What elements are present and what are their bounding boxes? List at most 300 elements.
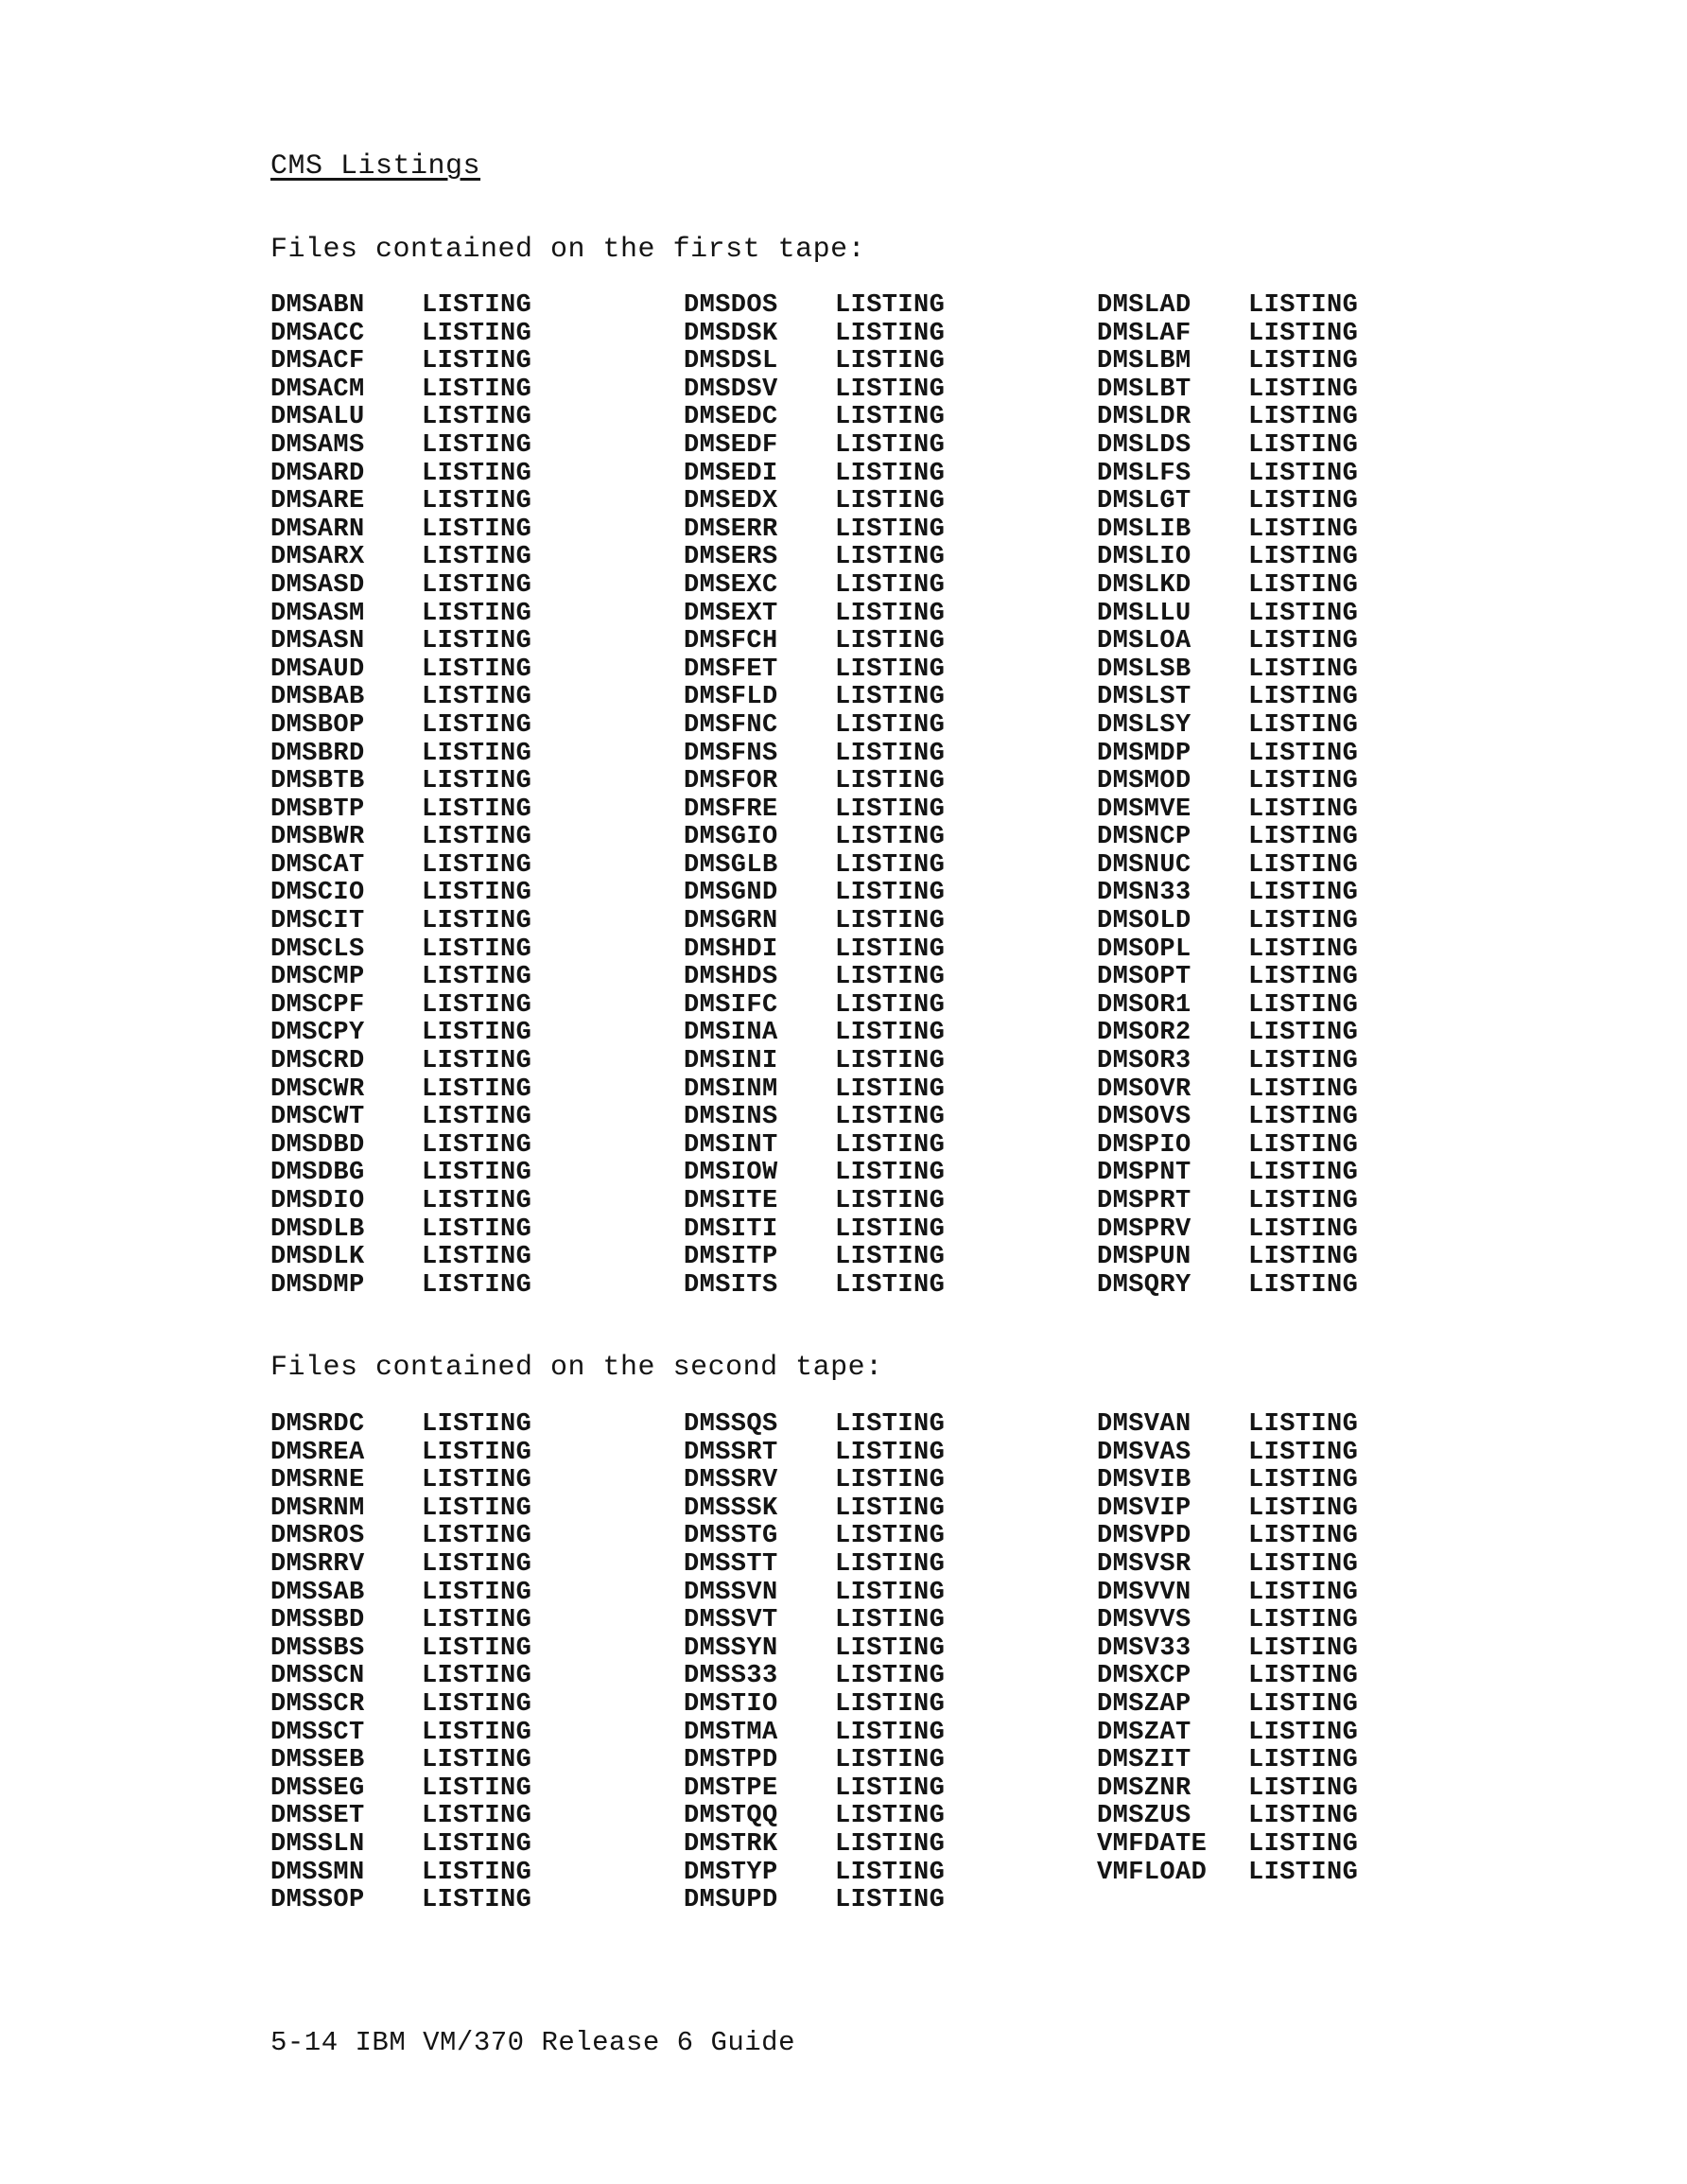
file-type: LISTING [835,1466,946,1495]
file-entry [270,628,531,656]
file-entry [684,741,945,769]
file-name: DMSITI [684,1214,778,1244]
file-type: LISTING [835,907,946,936]
file-entry [270,1523,531,1551]
file-name: DMSZUS [1097,1802,1191,1831]
file-entry [684,376,945,405]
file-type: LISTING [1248,1746,1359,1775]
file-entry [270,1495,531,1524]
file-type: LISTING [422,1689,532,1719]
file-type: LISTING [422,543,532,572]
file-type: LISTING [422,347,532,376]
file-type: LISTING [1248,487,1359,516]
file-name: DMSFOR [684,767,778,796]
file-entry [1097,880,1358,908]
file-type: LISTING [835,1494,946,1523]
file-name: DMSLGT [1097,487,1191,516]
file-name: DMSVAS [1097,1438,1191,1467]
file-entry [1097,768,1358,796]
file-type: LISTING [422,823,532,852]
file-entry [270,1411,531,1440]
file-name: DMSSET [270,1802,365,1831]
file-name: DMSGLB [684,850,778,880]
file-entry [270,1272,531,1301]
file-entry [270,461,531,489]
file-entry [1097,321,1358,349]
file-entry [1097,712,1358,741]
file-name: DMSN33 [1097,879,1191,908]
file-type: LISTING [422,1075,532,1104]
file-entry [270,656,531,685]
file-name: DMSOLD [1097,907,1191,936]
file-name: DMSRNM [270,1494,365,1523]
file-entry [684,824,945,852]
file-entry [1097,1132,1358,1161]
file-entry [1097,1860,1358,1888]
file-entry [684,1132,945,1161]
file-name: DMSTRK [684,1829,778,1859]
file-entry [270,1887,531,1915]
file-name: DMSLLU [1097,599,1191,628]
file-name: DMSINA [684,1019,778,1048]
file-type: LISTING [835,459,946,488]
file-type: LISTING [1248,935,1359,964]
file-name: DMSLAF [1097,319,1191,348]
file-type: LISTING [1248,963,1359,992]
file-name: DMSASN [270,627,365,656]
file-name: DMSZNR [1097,1773,1191,1803]
file-name: DMSOR3 [1097,1047,1191,1076]
file-name: DMSABN [270,291,365,320]
file-type: LISTING [835,1746,946,1775]
file-name: DMSSAB [270,1578,365,1607]
file-name: DMSHDS [684,963,778,992]
file-entry [270,1551,531,1580]
file-entry [1097,964,1358,992]
file-name: DMSEDF [684,430,778,460]
file-column-1 [270,1411,531,1915]
file-type: LISTING [422,319,532,348]
file-entry [1097,1523,1358,1551]
file-entry [1097,1272,1358,1301]
file-type: LISTING [422,403,532,432]
file-type: LISTING [1248,1718,1359,1747]
file-entry [270,348,531,376]
file-type: LISTING [422,1746,532,1775]
file-type: LISTING [835,1438,946,1467]
file-name: DMSLDR [1097,403,1191,432]
file-name: DMSBRD [270,739,365,768]
file-type: LISTING [835,1019,946,1048]
file-type: LISTING [422,1634,532,1663]
file-type: LISTING [1248,347,1359,376]
file-name: DMSOVS [1097,1103,1191,1132]
file-type: LISTING [422,1858,532,1887]
file-type: LISTING [1248,1689,1359,1719]
file-type: LISTING [835,823,946,852]
file-type: LISTING [1248,710,1359,740]
file-type: LISTING [1248,599,1359,628]
file-entry [1097,292,1358,321]
file-type: LISTING [835,487,946,516]
file-type: LISTING [835,795,946,824]
file-name: DMSVPD [1097,1522,1191,1551]
file-type: LISTING [835,767,946,796]
file-type: LISTING [422,1047,532,1076]
file-name: DMSPRT [1097,1187,1191,1215]
file-entry [684,1635,945,1664]
file-type: LISTING [422,767,532,796]
file-name: DMSOR1 [1097,990,1191,1020]
file-entry [270,1132,531,1161]
file-entry [270,376,531,405]
file-entry [1097,1551,1358,1580]
file-entry [1097,1635,1358,1664]
file-entry [684,1160,945,1188]
file-type: LISTING [422,1187,532,1215]
file-entry [270,1244,531,1272]
file-type: LISTING [422,963,532,992]
file-name: VMFLOAD [1097,1858,1208,1887]
file-name: DMSINS [684,1103,778,1132]
file-name: DMSVIB [1097,1466,1191,1495]
file-type: LISTING [422,627,532,656]
file-name: DMSFNC [684,710,778,740]
file-type: LISTING [835,850,946,880]
file-name: DMSCLS [270,935,365,964]
file-type: LISTING [1248,319,1359,348]
file-type: LISTING [835,1689,946,1719]
file-name: DMSINM [684,1075,778,1104]
file-type: LISTING [835,543,946,572]
file-name: DMSCIO [270,879,365,908]
file-entry [1097,488,1358,516]
file-entry [1097,992,1358,1021]
file-entry [684,796,945,825]
file-type: LISTING [1248,1243,1359,1272]
file-name: DMSFET [684,655,778,684]
file-name: DMSPIO [1097,1130,1191,1160]
file-type: LISTING [835,1187,946,1215]
file-type: LISTING [422,1494,532,1523]
file-type: LISTING [835,291,946,320]
file-type: LISTING [835,570,946,600]
file-type: LISTING [422,739,532,768]
file-type: LISTING [1248,375,1359,404]
page-heading: CMS Listings [270,150,481,183]
file-column-2 [684,292,945,1300]
file-type: LISTING [1248,1019,1359,1048]
file-type: LISTING [835,403,946,432]
file-type: LISTING [1248,570,1359,600]
file-entry [684,1803,945,1831]
file-type: LISTING [422,1270,532,1300]
file-type: LISTING [1248,1522,1359,1551]
file-type: LISTING [1248,1634,1359,1663]
file-type: LISTING [422,1522,532,1551]
file-type: LISTING [1248,823,1359,852]
file-type: LISTING [422,710,532,740]
file-type: LISTING [835,1662,946,1691]
file-name: DMSEXC [684,570,778,600]
file-type: LISTING [835,1858,946,1887]
file-type: LISTING [1248,1578,1359,1607]
file-name: DMSMDP [1097,739,1191,768]
file-name: DMSSBS [270,1634,365,1663]
file-type: LISTING [1248,459,1359,488]
file-type: LISTING [422,683,532,712]
file-name: DMSCPF [270,990,365,1020]
file-entry [684,404,945,432]
file-type: LISTING [835,935,946,964]
file-entry [684,488,945,516]
file-entry [684,712,945,741]
second-tape-title: Files contained on the second tape: [270,1352,883,1384]
file-name: DMSXCP [1097,1662,1191,1691]
file-entry [270,1104,531,1132]
file-type: LISTING [422,1214,532,1244]
file-entry [684,1607,945,1635]
file-type: LISTING [835,1718,946,1747]
file-type: LISTING [1248,1410,1359,1439]
file-type: LISTING [835,1886,946,1915]
file-entry [270,1467,531,1495]
file-name: DMSBAB [270,683,365,712]
file-name: DMSASD [270,570,365,600]
file-name: DMSQRY [1097,1270,1191,1300]
file-type: LISTING [835,710,946,740]
file-entry [684,1440,945,1468]
file-type: LISTING [835,1802,946,1831]
file-entry [684,880,945,908]
file-name: DMSFRE [684,795,778,824]
file-entry [1097,908,1358,936]
file-entry [684,1104,945,1132]
file-type: LISTING [422,1019,532,1048]
file-entry [270,1076,531,1105]
file-entry [684,572,945,601]
file-entry [270,544,531,572]
file-type: LISTING [422,1578,532,1607]
file-name: DMSSRT [684,1438,778,1467]
file-type: LISTING [835,1103,946,1132]
file-entry [270,1216,531,1245]
file-name: DMSV33 [1097,1634,1191,1663]
file-name: DMSEDC [684,403,778,432]
file-entry [270,1747,531,1775]
file-entry [270,1775,531,1804]
file-entry [684,1020,945,1048]
file-type: LISTING [835,1159,946,1188]
file-entry [1097,684,1358,712]
file-entry [684,1495,945,1524]
file-entry [684,1244,945,1272]
file-type: LISTING [422,1159,532,1188]
file-name: DMSZAT [1097,1718,1191,1747]
file-entry [684,1076,945,1105]
file-entry [270,488,531,516]
file-type: LISTING [1248,1103,1359,1132]
file-type: LISTING [835,430,946,460]
file-type: LISTING [422,850,532,880]
file-entry [684,1551,945,1580]
file-entry [684,992,945,1021]
file-type: LISTING [422,1829,532,1859]
file-entry [684,768,945,796]
file-type: LISTING [422,570,532,600]
file-type: LISTING [835,319,946,348]
file-type: LISTING [422,935,532,964]
file-type: LISTING [1248,1802,1359,1831]
file-type: LISTING [1248,683,1359,712]
file-type: LISTING [422,1802,532,1831]
file-entry [270,1160,531,1188]
file-type: LISTING [835,1773,946,1803]
file-column-2 [684,1411,945,1915]
file-name: DMSLIB [1097,515,1191,544]
file-type: LISTING [1248,655,1359,684]
file-name: DMSBWR [270,823,365,852]
file-name: DMSDLK [270,1243,365,1272]
file-name: DMSGND [684,879,778,908]
file-type: LISTING [1248,1662,1359,1691]
file-name: DMSDSV [684,375,778,404]
file-entry [1097,1607,1358,1635]
file-entry [1097,601,1358,629]
file-name: DMSMVE [1097,795,1191,824]
file-name: DMSDIO [270,1187,365,1215]
file-name: DMSTYP [684,1858,778,1887]
file-type: LISTING [1248,1773,1359,1803]
file-entry [1097,461,1358,489]
file-type: LISTING [1248,1270,1359,1300]
file-entry [684,1523,945,1551]
file-entry [270,1663,531,1691]
file-type: LISTING [422,1438,532,1467]
file-entry [684,1216,945,1245]
file-name: DMSTPE [684,1773,778,1803]
file-entry [270,1048,531,1076]
file-name: DMSREA [270,1438,365,1467]
file-entry [684,321,945,349]
file-type: LISTING [422,599,532,628]
file-entry [684,1887,945,1915]
file-name: DMSSYN [684,1634,778,1663]
file-name: DMSTIO [684,1689,778,1719]
file-name: DMSTQQ [684,1802,778,1831]
file-entry [1097,432,1358,461]
file-name: DMSSBD [270,1606,365,1635]
file-entry [270,572,531,601]
file-type: LISTING [1248,543,1359,572]
file-name: DMSLKD [1097,570,1191,600]
file-type: LISTING [835,1047,946,1076]
file-name: DMSCWT [270,1103,365,1132]
file-name: DMSSSK [684,1494,778,1523]
file-type: LISTING [1248,1606,1359,1635]
file-entry [1097,1720,1358,1748]
file-name: DMSINT [684,1130,778,1160]
file-entry [270,712,531,741]
file-name: DMSTMA [684,1718,778,1747]
file-type: LISTING [1248,403,1359,432]
file-type: LISTING [1248,291,1359,320]
file-name: DMSUPD [684,1886,778,1915]
file-entry [1097,1411,1358,1440]
file-entry [270,1440,531,1468]
file-name: DMSACM [270,375,365,404]
file-entry [1097,376,1358,405]
file-name: DMSOVR [1097,1075,1191,1104]
file-name: DMSCAT [270,850,365,880]
file-type: LISTING [1248,1829,1359,1859]
file-entry [684,964,945,992]
file-name: DMSLSB [1097,655,1191,684]
file-type: LISTING [1248,1494,1359,1523]
file-type: LISTING [835,1075,946,1104]
file-entry [1097,1691,1358,1720]
file-type: LISTING [1248,907,1359,936]
file-name: DMSLBM [1097,347,1191,376]
file-name: DMSVIP [1097,1494,1191,1523]
file-entry [684,1747,945,1775]
file-entry [270,601,531,629]
file-type: LISTING [835,1130,946,1160]
file-name: DMSSRV [684,1466,778,1495]
file-type: LISTING [1248,1549,1359,1579]
file-type: LISTING [835,739,946,768]
file-name: DMSLSY [1097,710,1191,740]
file-name: DMSSVT [684,1606,778,1635]
file-name: DMSEDX [684,487,778,516]
file-column-3 [1097,292,1358,1300]
file-name: DMSMOD [1097,767,1191,796]
file-entry [684,1188,945,1216]
file-entry [684,432,945,461]
file-entry [684,1663,945,1691]
file-type: LISTING [422,1606,532,1635]
file-entry [1097,1831,1358,1860]
file-type: LISTING [422,430,532,460]
file-type: LISTING [1248,1159,1359,1188]
file-type: LISTING [422,1466,532,1495]
file-type: LISTING [422,1549,532,1579]
file-type: LISTING [422,795,532,824]
file-entry [684,601,945,629]
file-entry [684,656,945,685]
file-entry [1097,1775,1358,1804]
file-name: DMSFLD [684,683,778,712]
file-entry [684,516,945,545]
file-entry [270,684,531,712]
file-entry [270,880,531,908]
file-entry [270,404,531,432]
file-type: LISTING [835,1214,946,1244]
file-entry [684,628,945,656]
file-entry [684,1411,945,1440]
file-name: DMSDBG [270,1159,365,1188]
file-name: DMSRNE [270,1466,365,1495]
file-type: LISTING [422,1130,532,1160]
file-type: LISTING [422,1886,532,1915]
file-name: DMSLIO [1097,543,1191,572]
file-type: LISTING [422,375,532,404]
file-name: DMSDBD [270,1130,365,1160]
file-name: DMSDLB [270,1214,365,1244]
file-type: LISTING [422,515,532,544]
file-type: LISTING [422,1410,532,1439]
file-entry [270,1580,531,1608]
